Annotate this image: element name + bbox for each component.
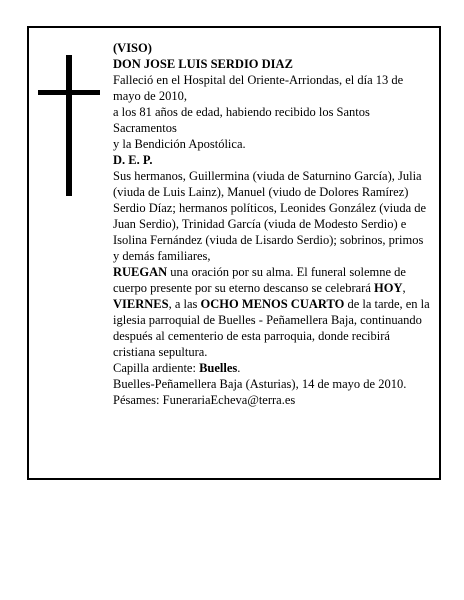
death-line: Falleció en el Hospital del Oriente-Arriondas, el día 13 de mayo de 2010, [113,73,404,103]
chapel-line [113,360,431,376]
funeral-paragraph [113,264,431,360]
notice-tag: (VISO) [113,41,152,55]
ruegan-label: RUEGAN [113,265,168,279]
cross-icon-vertical [66,55,72,196]
prayer-text: una oración por su alma. El funeral solemne de cuerpo presente por su eterno descanso se celebrará [113,265,406,295]
chapel-end: . [237,361,241,375]
hour-label: OCHO MENOS CUARTO [200,297,345,311]
family-paragraph: Sus hermanos, Guillermina (viuda de Saturnino García), Julia (viuda de Luis Lainz), Manuel (viudo de Dolores Ramírez) Serdio Díaz; hermanos políticos, Leonides González (viuda de Juan Serdio), Trinidad García (viuda de Modesto Serdio) e Isolina Fernández (viuda de Lisardo Serdio); sobrinos, primos y demás familiares, [113,169,427,263]
rip-line: D. E. P. [113,153,153,167]
comma-text: , [402,281,406,295]
a-las-text: , a las [168,297,201,311]
chapel-place: Buelles [199,361,238,375]
funeral-rest-text: de la tarde, en la iglesia parroquial de Buelles - Peñamellera Baja, continuando después al cementerio de esta parroquia, donde recibirá cristiana sepultura. [113,297,430,359]
blessing-line: y la Bendición Apostólica. [113,137,246,151]
deceased-name: DON JOSE LUIS SERDIO DIAZ [113,57,293,71]
chapel-label: Capilla ardiente: [113,361,200,375]
cross-icon-horizontal [38,90,100,95]
condolences-line: Pésames: FunerariaEcheva@terra.es [113,393,296,407]
age-line: a los 81 años de edad, habiendo recibido los Santos Sacramentos [113,105,370,135]
place-date-line: Buelles-Peñamellera Baja (Asturias), 14 de mayo de 2010. [113,377,407,391]
obituary-text [113,40,431,408]
hoy-label: HOY [374,281,403,295]
viernes-label: VIERNES [113,297,169,311]
